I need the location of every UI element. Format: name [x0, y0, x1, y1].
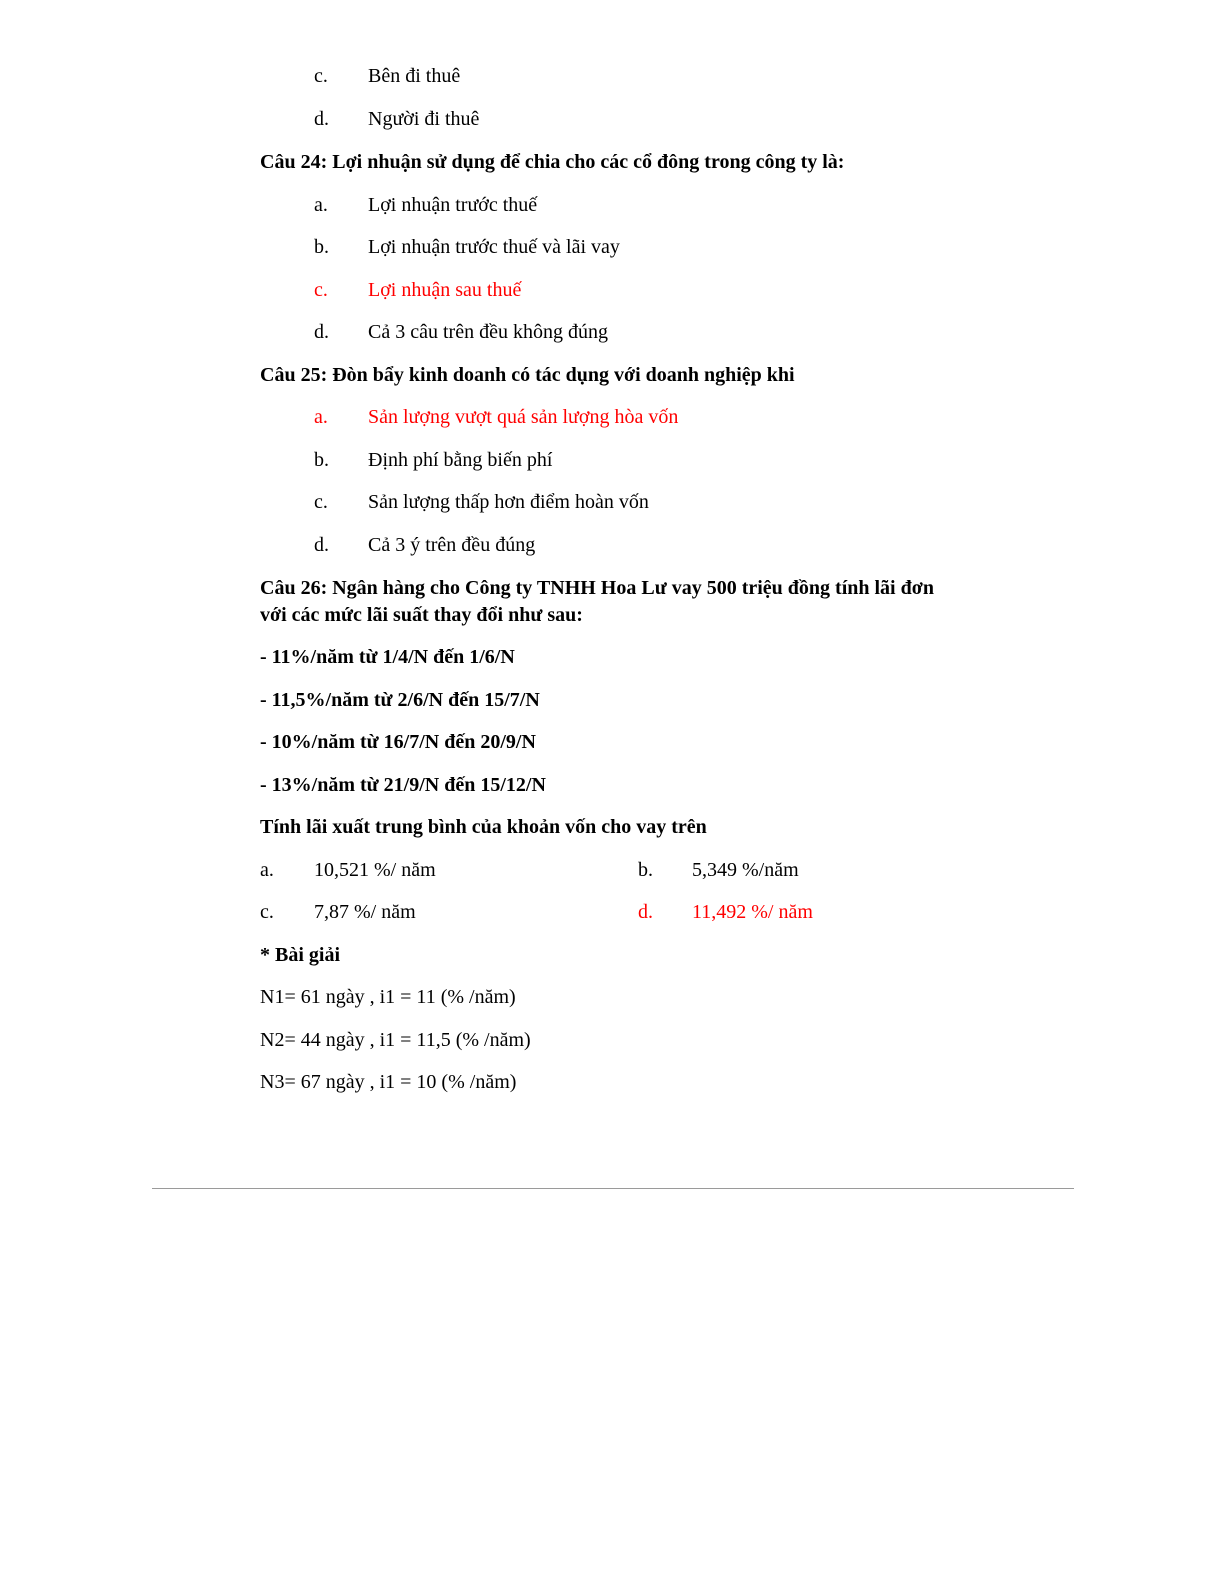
- rate-line: - 13%/năm từ 21/9/N đến 15/12/N: [260, 774, 546, 796]
- option-letter: c.: [314, 491, 328, 513]
- question-24-title: Câu 24: Lợi nhuận sử dụng để chia cho các cổ đông trong công ty là:: [260, 151, 845, 173]
- solution-line: N2= 44 ngày , i1 = 11,5 (% /năm): [260, 1029, 531, 1051]
- option-text: Lợi nhuận trước thuế: [368, 194, 538, 216]
- option-letter: a.: [260, 859, 274, 881]
- solution-heading: * Bài giải: [260, 944, 341, 966]
- solution-line: N1= 61 ngày , i1 = 11 (% /năm): [260, 986, 516, 1008]
- option-text: Lợi nhuận trước thuế và lãi vay: [368, 236, 620, 258]
- option-text: Cả 3 câu trên đều không đúng: [368, 321, 608, 343]
- option-text: 7,87 %/ năm: [314, 901, 416, 923]
- solution-line: N3= 67 ngày , i1 = 10 (% /năm): [260, 1071, 517, 1093]
- option-letter: a.: [314, 406, 328, 428]
- option-text: Sản lượng vượt quá sản lượng hòa vốn: [368, 406, 679, 428]
- option-text: 10,521 %/ năm: [314, 859, 436, 881]
- question-26-prompt: Tính lãi xuất trung bình của khoản vốn cho vay trên: [260, 816, 707, 838]
- option-text: 5,349 %/năm: [692, 859, 799, 881]
- option-letter: d.: [314, 534, 329, 556]
- option-letter: c.: [314, 65, 328, 87]
- option-text: Bên đi thuê: [368, 65, 461, 87]
- option-letter: b.: [638, 859, 653, 881]
- option-letter: d.: [314, 321, 329, 343]
- rate-line: - 11%/năm từ 1/4/N đến 1/6/N: [260, 646, 515, 668]
- option-letter: c.: [314, 279, 328, 301]
- option-letter: d.: [314, 108, 329, 130]
- option-letter: b.: [314, 449, 329, 471]
- option-text: Người đi thuê: [368, 108, 480, 130]
- question-26-title-line2: với các mức lãi suất thay đổi như sau:: [260, 604, 583, 626]
- option-letter: c.: [260, 901, 274, 923]
- rate-line: - 10%/năm từ 16/7/N đến 20/9/N: [260, 731, 536, 753]
- option-letter: a.: [314, 194, 328, 216]
- page-divider: [152, 1188, 1074, 1189]
- question-26-title-line1: Câu 26: Ngân hàng cho Công ty TNHH Hoa Lư vay 500 triệu đồng tính lãi đơn: [260, 577, 934, 599]
- option-letter: d.: [638, 901, 653, 923]
- rate-line: - 11,5%/năm từ 2/6/N đến 15/7/N: [260, 689, 540, 711]
- option-text: 11,492 %/ năm: [692, 901, 813, 923]
- option-text: Lợi nhuận sau thuế: [368, 279, 522, 301]
- option-text: Sản lượng thấp hơn điểm hoàn vốn: [368, 491, 649, 513]
- option-letter: b.: [314, 236, 329, 258]
- option-text: Cả 3 ý trên đều đúng: [368, 534, 536, 556]
- question-25-title: Câu 25: Đòn bẩy kinh doanh có tác dụng với doanh nghiệp khi: [260, 364, 795, 386]
- option-text: Định phí bằng biến phí: [368, 449, 553, 471]
